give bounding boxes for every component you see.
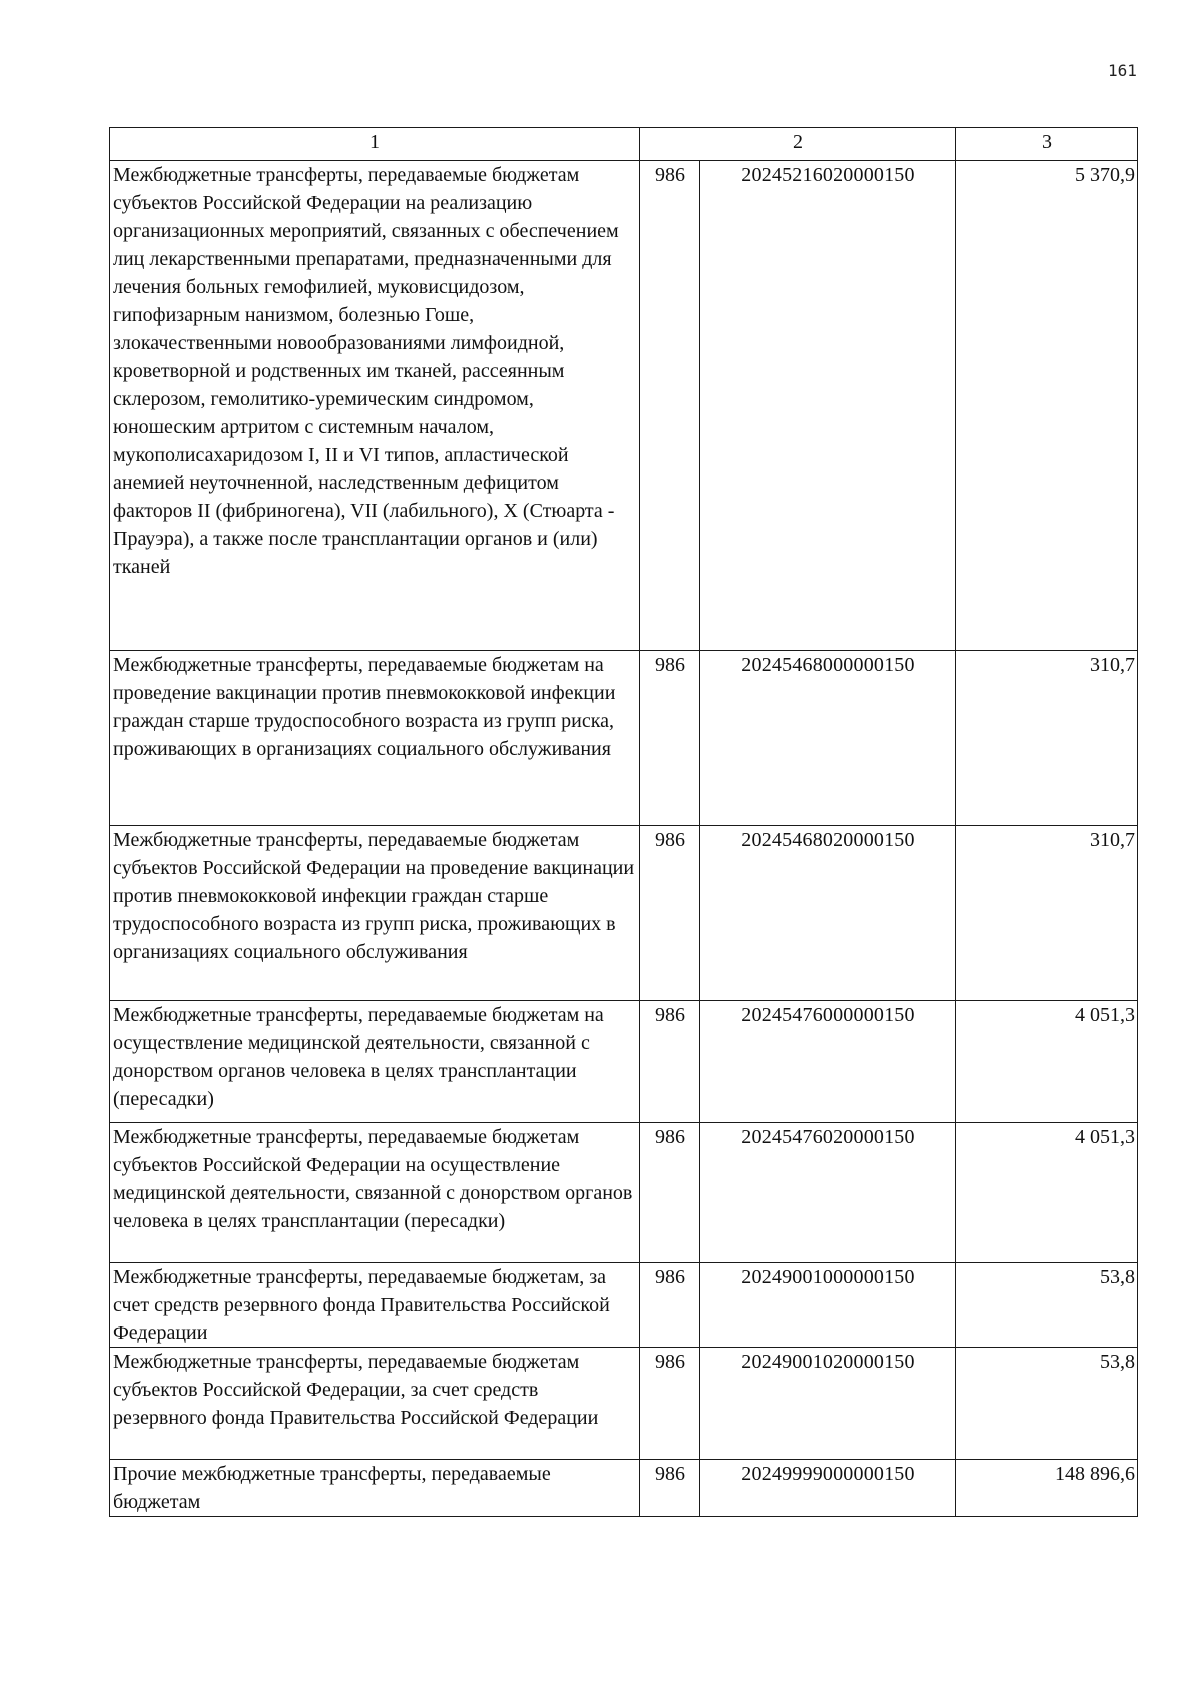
budget-table [109,127,1138,1517]
row-description: Межбюджетные трансферты, передаваемые бюджетам субъектов Российской Федерации на реализацию организационных мероприятий, связанных с обеспечением лиц лекарственными препаратами, предназначенными для лечения больных гемофилией, муковисцидозом, гипофизарным нанизмом, болезнью Гоше, злокачественными новообразованиями лимфоидной, кроветворной и родственных им тканей, рассеянным склерозом, гемолитико-уремическим синдромом, юношеским артритом с системным началом, мукополисахаридозом I, II и VI типов, апластической анемией неуточненной, наследственным дефицитом факторов II (фибриногена), VII (лабильного), X (Стюарта - Прауэра), а также после трансплантации органов и (или) тканей [110,161,640,651]
row-amount: 4 051,3 [956,1123,1138,1263]
row-budget-code: 20245476020000150 [700,1123,956,1263]
table-row [110,1263,1138,1348]
row-admin-code: 986 [640,1348,700,1460]
row-admin-code: 986 [640,1001,700,1123]
row-description: Межбюджетные трансферты, передаваемые бюджетам субъектов Российской Федерации на проведение вакцинации против пневмококковой инфекции граждан старше трудоспособного возраста из групп риска, проживающих в организациях социального обслуживания [110,826,640,1001]
table-row [110,1348,1138,1460]
row-admin-code: 986 [640,826,700,1001]
row-amount: 4 051,3 [956,1001,1138,1123]
row-amount: 5 370,9 [956,161,1138,651]
row-description: Межбюджетные трансферты, передаваемые бюджетам субъектов Российской Федерации, за счет средств резервного фонда Правительства Российской Федерации [110,1348,640,1460]
table-row [110,651,1138,826]
row-description: Прочие межбюджетные трансферты, передаваемые бюджетам [110,1460,640,1517]
row-budget-code: 20245476000000150 [700,1001,956,1123]
row-amount: 310,7 [956,826,1138,1001]
table-header-row [110,128,1138,161]
row-description: Межбюджетные трансферты, передаваемые бюджетам субъектов Российской Федерации на осуществление медицинской деятельности, связанной с донорством органов человека в целях трансплантации (пересадки) [110,1123,640,1263]
row-admin-code: 986 [640,1123,700,1263]
row-budget-code: 20249999000000150 [700,1460,956,1517]
row-description: Межбюджетные трансферты, передаваемые бюджетам, за счет средств резервного фонда Правительства Российской Федерации [110,1263,640,1348]
row-budget-code: 20245216020000150 [700,161,956,651]
row-budget-code: 20249001000000150 [700,1263,956,1348]
row-admin-code: 986 [640,1460,700,1517]
row-budget-code: 20249001020000150 [700,1348,956,1460]
header-col-1: 1 [110,128,640,161]
row-amount: 53,8 [956,1263,1138,1348]
table-row [110,1460,1138,1517]
row-amount: 310,7 [956,651,1138,826]
row-admin-code: 986 [640,1263,700,1348]
row-amount: 53,8 [956,1348,1138,1460]
row-amount: 148 896,6 [956,1460,1138,1517]
header-col-2: 2 [640,128,956,161]
table-row [110,161,1138,651]
row-admin-code: 986 [640,161,700,651]
table-row [110,1001,1138,1123]
row-budget-code: 20245468000000150 [700,651,956,826]
table-row [110,826,1138,1001]
row-description: Межбюджетные трансферты, передаваемые бюджетам на проведение вакцинации против пневмококковой инфекции граждан старше трудоспособного возраста из групп риска, проживающих в организациях социального обслуживания [110,651,640,826]
row-admin-code: 986 [640,651,700,826]
row-budget-code: 20245468020000150 [700,826,956,1001]
header-col-3: 3 [956,128,1138,161]
table-row [110,1123,1138,1263]
page-number: 161 [1108,61,1137,80]
row-description: Межбюджетные трансферты, передаваемые бюджетам на осуществление медицинской деятельности, связанной с донорством органов человека в целях трансплантации (пересадки) [110,1001,640,1123]
